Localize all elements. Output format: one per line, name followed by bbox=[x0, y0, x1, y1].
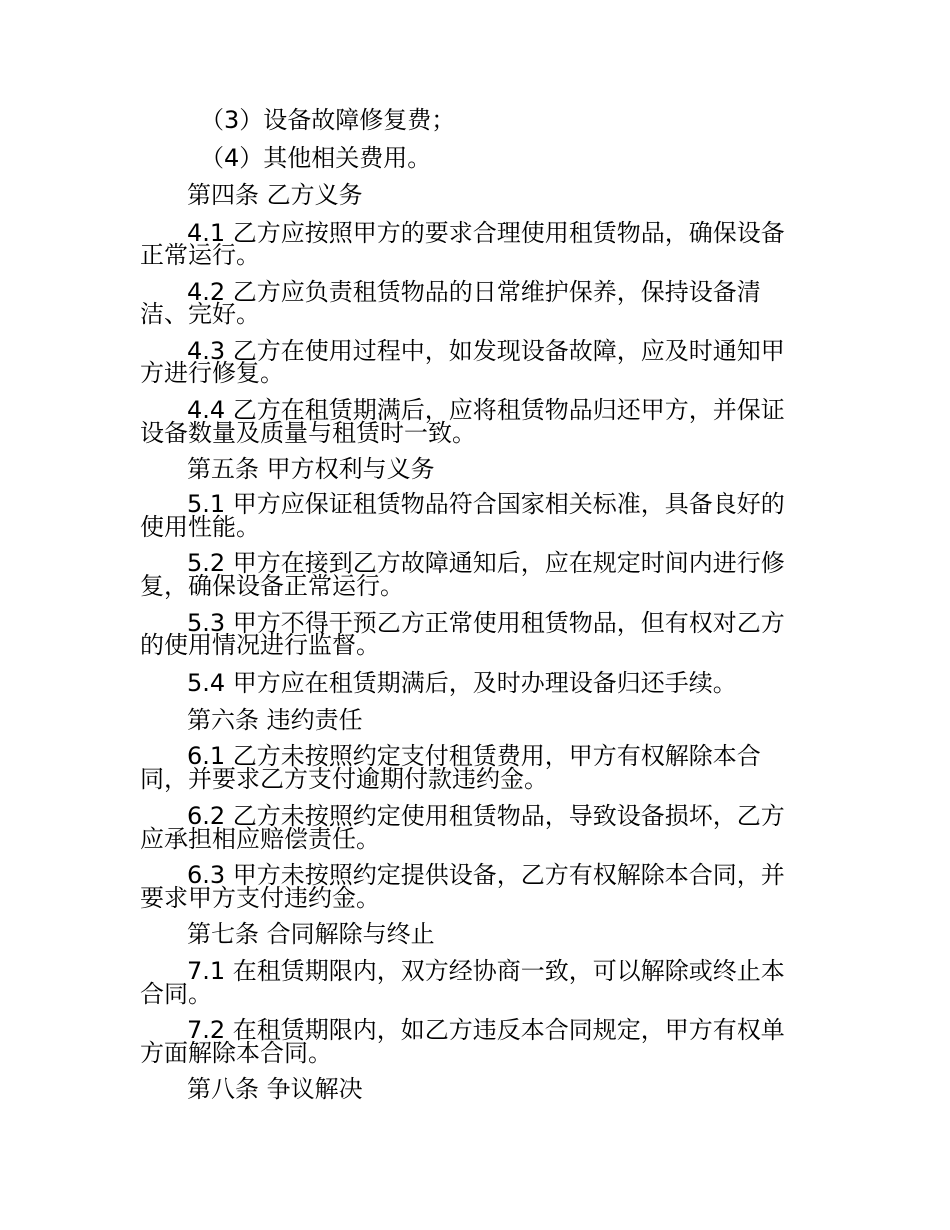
clause-7-2-line-2: 方面解除本合同。 bbox=[140, 1039, 332, 1067]
section-heading-article-5: 第五条 甲方权利与义务 bbox=[187, 455, 435, 483]
clause-6-1-line-2: 同，并要求乙方支付逾期付款违约金。 bbox=[140, 765, 548, 793]
clause-4-1-line-1: 4.1 乙方应按照甲方的要求合理使用租赁物品，确保设备 bbox=[187, 219, 785, 247]
list-item-4: （4）其他相关费用。 bbox=[200, 144, 432, 172]
clause-4-2-line-2: 洁、完好。 bbox=[140, 300, 260, 328]
clause-4-4-line-2: 设备数量及质量与租赁时一致。 bbox=[140, 419, 476, 447]
clause-5-2-line-2: 复，确保设备正常运行。 bbox=[140, 572, 404, 600]
clause-6-2-line-1: 6.2 乙方未按照约定使用租赁物品，导致设备损坏，乙方 bbox=[187, 802, 785, 830]
section-heading-article-6: 第六条 违约责任 bbox=[187, 706, 363, 734]
clause-5-1-line-1: 5.1 甲方应保证租赁物品符合国家相关标准，具备良好的 bbox=[187, 490, 785, 518]
clause-6-2-line-2: 应承担相应赔偿责任。 bbox=[140, 825, 380, 853]
clause-4-1-line-2: 正常运行。 bbox=[140, 241, 260, 269]
clause-5-3-line-2: 的使用情况进行监督。 bbox=[140, 631, 380, 659]
clause-6-3-line-2: 要求甲方支付违约金。 bbox=[140, 884, 380, 912]
clause-5-3-line-1: 5.3 甲方不得干预乙方正常使用租赁物品，但有权对乙方 bbox=[187, 609, 785, 637]
list-item-3: （3）设备故障修复费； bbox=[200, 106, 456, 134]
clause-6-3-line-1: 6.3 甲方未按照约定提供设备，乙方有权解除本合同，并 bbox=[187, 861, 785, 889]
clause-4-3-line-1: 4.3 乙方在使用过程中，如发现设备故障，应及时通知甲 bbox=[187, 337, 785, 365]
clause-5-1-line-2: 使用性能。 bbox=[140, 513, 260, 541]
clause-5-2-line-1: 5.2 甲方在接到乙方故障通知后，应在规定时间内进行修 bbox=[187, 549, 785, 577]
clause-7-2-line-1: 7.2 在租赁期限内，如乙方违反本合同规定，甲方有权单 bbox=[187, 1016, 785, 1044]
clause-4-4-line-1: 4.4 乙方在租赁期满后，应将租赁物品归还甲方，并保证 bbox=[187, 396, 785, 424]
section-heading-article-7: 第七条 合同解除与终止 bbox=[187, 920, 435, 948]
clause-4-2-line-1: 4.2 乙方应负责租赁物品的日常维护保养，保持设备清 bbox=[187, 278, 761, 306]
clause-7-1-line-2: 合同。 bbox=[140, 980, 212, 1008]
clause-4-3-line-2: 方进行修复。 bbox=[140, 359, 284, 387]
clause-7-1-line-1: 7.1 在租赁期限内，双方经协商一致，可以解除或终止本 bbox=[187, 957, 785, 985]
clause-6-1-line-1: 6.1 乙方未按照约定支付租赁费用，甲方有权解除本合 bbox=[187, 742, 761, 770]
section-heading-article-8: 第八条 争议解决 bbox=[187, 1075, 363, 1103]
clause-5-4-line-1: 5.4 甲方应在租赁期满后，及时办理设备归还手续。 bbox=[187, 669, 737, 697]
section-heading-article-4: 第四条 乙方义务 bbox=[187, 181, 363, 209]
